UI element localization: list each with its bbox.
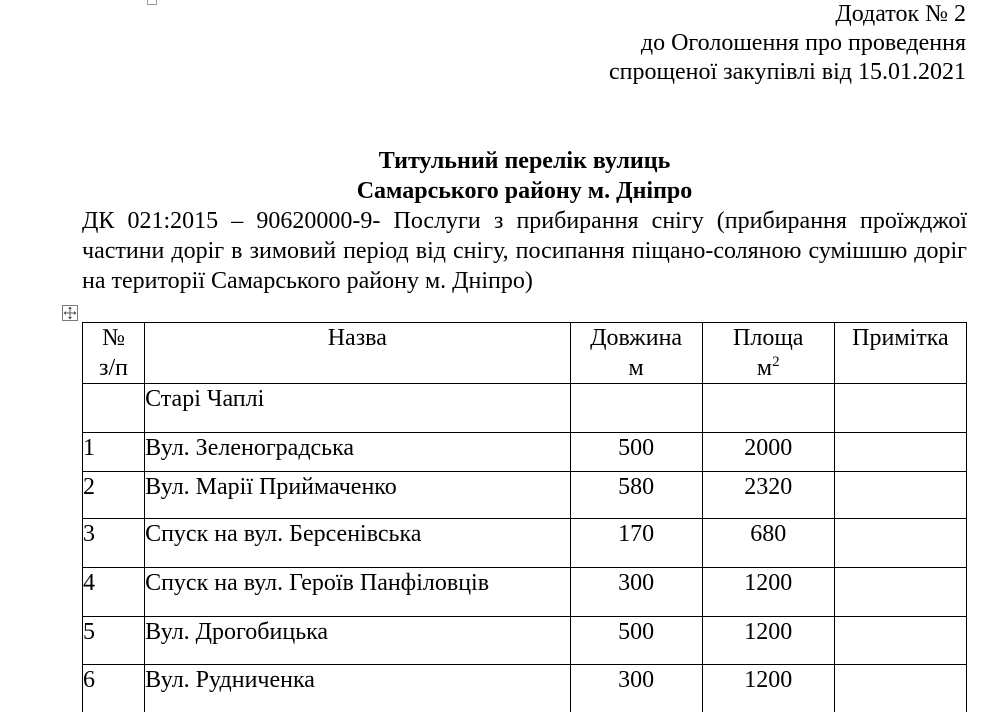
row-note [834, 519, 966, 568]
document-title: Титульний перелік вулиць [378, 148, 671, 174]
row-area: 1200 [702, 665, 834, 712]
row-area: 1200 [702, 568, 834, 617]
row-street-name: Вул. Дрогобицька [145, 617, 570, 665]
row-length: 300 [570, 568, 702, 617]
header-area-unit-power: 2 [772, 354, 780, 370]
service-description: ДК 021:2015 – 90620000-9- Послуги з прибирання снігу (прибирання проїжджої частини доріг в зимовий період від снігу, посипання піщано-соляною сумішшю доріг на території Самарського району м. Дніпро) [82, 208, 967, 294]
row-note [834, 568, 966, 617]
table-row [83, 665, 967, 712]
streets-table [82, 322, 967, 712]
row-street-name: Вул. Рудниченка [145, 665, 570, 712]
header-number [83, 323, 145, 384]
annex-block [609, 0, 966, 87]
row-note [834, 433, 966, 472]
header-note: Примітка [834, 323, 966, 384]
table-row [83, 568, 967, 617]
row-length: 580 [570, 472, 702, 519]
row-street-name: Спуск на вул. Берсенівська [145, 519, 570, 568]
table-header-row [83, 323, 967, 384]
row-area: 2000 [702, 433, 834, 472]
row-number: 2 [83, 472, 145, 519]
group-number-cell [83, 384, 145, 433]
header-length-label: Довжина [590, 325, 683, 351]
table-row [83, 433, 967, 472]
row-length: 500 [570, 433, 702, 472]
header-length-unit: м [628, 355, 644, 381]
header-area [702, 323, 834, 384]
row-note [834, 472, 966, 519]
annex-reference: до Оголошення про проведення [640, 30, 966, 56]
row-area: 680 [702, 519, 834, 568]
group-length-cell [570, 384, 702, 433]
header-number-symbol: № [102, 325, 125, 351]
move-cross-icon[interactable] [62, 305, 78, 321]
table-row [83, 617, 967, 665]
row-street-name: Спуск на вул. Героїв Панфіловців [145, 568, 570, 617]
group-row [83, 384, 967, 433]
row-length: 170 [570, 519, 702, 568]
row-number: 1 [83, 433, 145, 472]
table-row [83, 519, 967, 568]
group-note-cell [834, 384, 966, 433]
document-subtitle: Самарського району м. Дніпро [356, 178, 693, 204]
group-area-cell [702, 384, 834, 433]
header-area-unit: м [756, 355, 773, 381]
row-area: 1200 [702, 617, 834, 665]
group-title: Старі Чаплі [145, 384, 570, 433]
row-length: 500 [570, 617, 702, 665]
annex-date: спрощеної закупівлі від 15.01.2021 [609, 59, 966, 85]
row-area: 2320 [702, 472, 834, 519]
header-area-label: Площа [733, 325, 804, 351]
row-number: 4 [83, 568, 145, 617]
annex-number: Додаток № 2 [835, 1, 966, 27]
row-street-name: Вул. Зеленоградська [145, 433, 570, 472]
header-length [570, 323, 702, 384]
row-note [834, 665, 966, 712]
ruler-marker [147, 0, 157, 5]
row-length: 300 [570, 665, 702, 712]
row-number: 6 [83, 665, 145, 712]
table-row [83, 472, 967, 519]
row-street-name: Вул. Марії Приймаченко [145, 472, 570, 519]
row-note [834, 617, 966, 665]
row-number: 3 [83, 519, 145, 568]
header-name: Назва [145, 323, 570, 384]
header-number-abbrev: з/п [99, 355, 129, 381]
header-area-unit-wrap [703, 353, 834, 383]
row-number: 5 [83, 617, 145, 665]
